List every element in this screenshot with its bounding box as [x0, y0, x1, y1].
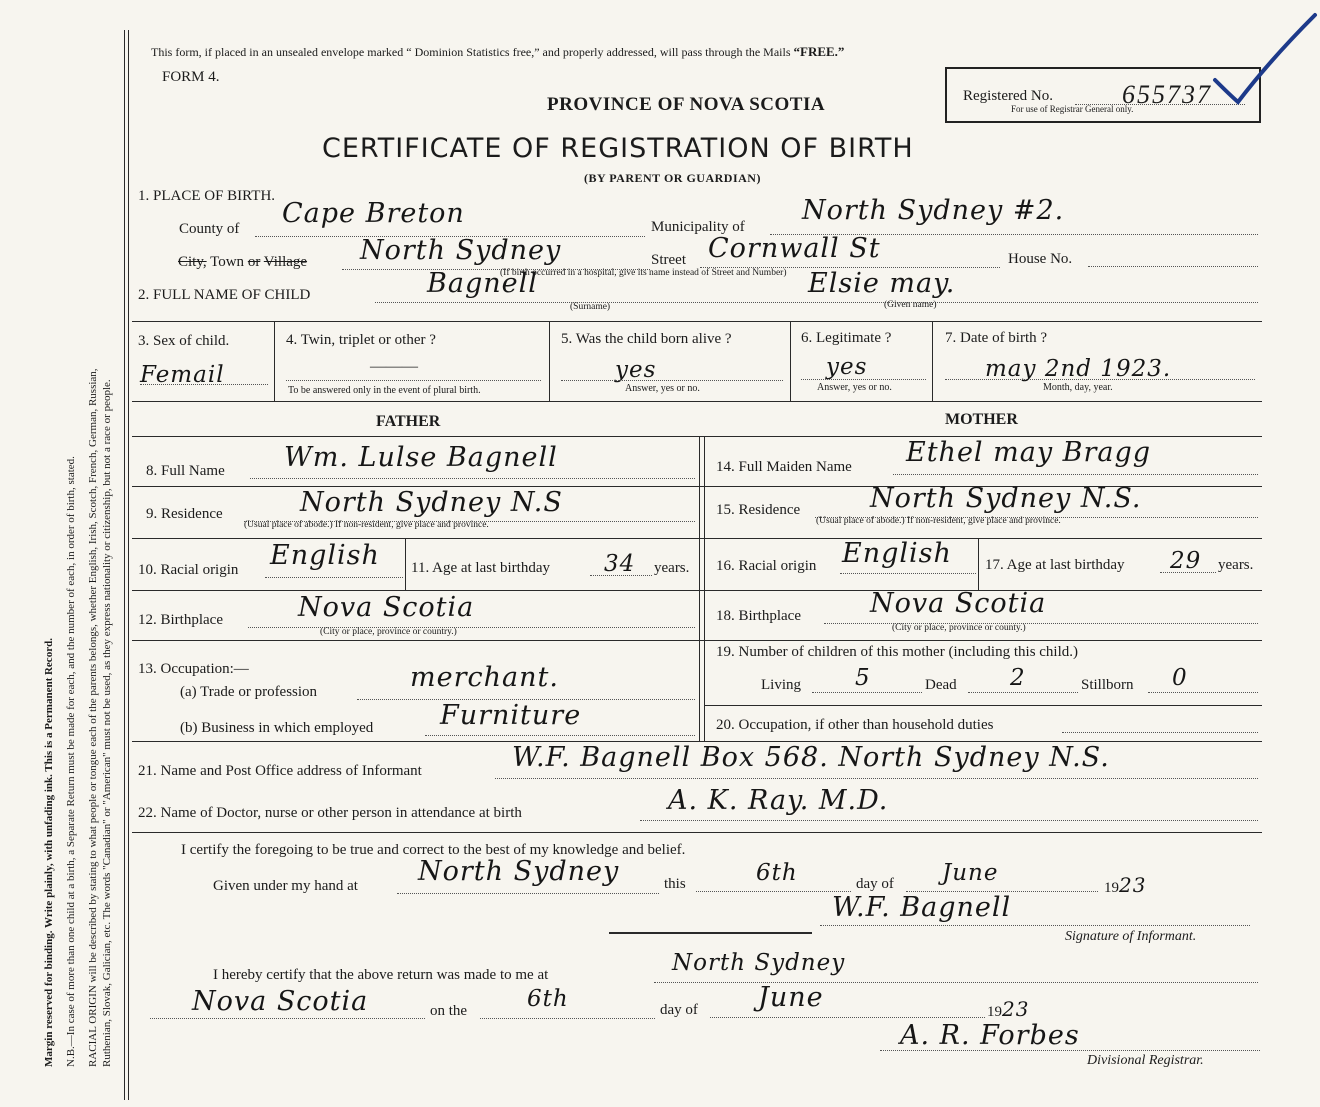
- mother-birthplace-note: (City or place, province or county.): [892, 623, 1026, 633]
- given-label: Given under my hand at: [213, 878, 358, 894]
- child-name-dots: [375, 302, 1258, 303]
- mother-age-value: 29: [1170, 548, 1202, 574]
- registrar-place-dots: [654, 982, 1258, 983]
- dob-note: Month, day, year.: [1043, 382, 1113, 393]
- stillborn-dots: [1148, 692, 1258, 693]
- mother-occupation-label: 20. Occupation, if other than household duties: [716, 717, 994, 733]
- mother-occupation-dots: [1062, 732, 1258, 733]
- mother-residence-value: North Sydney N.S.: [870, 483, 1142, 514]
- sex-dots: [140, 384, 268, 385]
- father-birthplace-label: 12. Birthplace: [138, 612, 223, 628]
- parent-divider-left: [699, 436, 700, 741]
- business-value: Furniture: [440, 700, 582, 731]
- doctor-label: 22. Name of Doctor, nurse or other person in attendance at birth: [138, 805, 522, 821]
- legitimate-label: 6. Legitimate ?: [801, 330, 892, 346]
- business-dots: [425, 735, 695, 736]
- dead-label: Dead: [925, 677, 957, 693]
- mail-notice-text: This form, if placed in an unsealed envelope marked “ Dominion Statistics free,” and properly addressed, will pass through the Mails: [151, 45, 791, 59]
- mother-heading: MOTHER: [945, 411, 1018, 428]
- margin-line-1: Margin reserved for binding. Write plainly, with unfading ink. This is a Permanent Record.: [43, 638, 55, 1067]
- mother-age-divider: [978, 538, 979, 590]
- mother-birthplace-dots: [824, 623, 1258, 624]
- form-number: FORM 4.: [162, 69, 220, 85]
- registrar-statement: I hereby certify that the above return was made to me at: [213, 967, 549, 983]
- father-birthplace-dots: [248, 627, 695, 628]
- certify-day-of-label: day of: [856, 876, 894, 892]
- father-age-label: 11. Age at last birthday: [411, 560, 550, 576]
- dob-label: 7. Date of birth ?: [945, 330, 1048, 346]
- mother-birthplace-label: 18. Birthplace: [716, 608, 801, 624]
- father-age-divider: [405, 538, 406, 590]
- mother-racial-dots: [840, 573, 976, 574]
- mother-birthplace-value: Nova Scotia: [870, 588, 1047, 619]
- place-of-birth-heading: 1. PLACE OF BIRTH.: [138, 188, 276, 204]
- registrar-year: [987, 997, 1029, 1021]
- doctor-dots: [640, 820, 1258, 821]
- street-label: Street: [651, 252, 686, 268]
- father-name-label: 8. Full Name: [146, 463, 225, 479]
- certify-day-value: 6th: [756, 860, 798, 886]
- certify-year-prefix: 19: [1104, 880, 1119, 896]
- legitimate-note: Answer, yes or no.: [817, 382, 892, 393]
- given-place-value: North Sydney: [418, 856, 620, 887]
- alive-dots: [561, 380, 783, 381]
- registrar-province-value: Nova Scotia: [192, 986, 369, 1017]
- business-label: (b) Business in which employed: [180, 720, 374, 736]
- twin-note: To be answered only in the event of plural birth.: [288, 385, 481, 396]
- father-name-dots: [250, 478, 695, 479]
- rule-9: [132, 538, 1262, 539]
- father-birthplace-note: (City or place, province or country.): [320, 627, 457, 637]
- father-years-label: years.: [654, 560, 690, 576]
- mother-racial-label: 16. Racial origin: [716, 558, 817, 574]
- mother-name-label: 14. Full Maiden Name: [716, 459, 852, 475]
- certify-statement: I certify the foregoing to be true and correct to the best of my knowledge and belief.: [181, 842, 686, 858]
- municipality-label: Municipality of: [651, 219, 745, 235]
- stillborn-value: 0: [1172, 665, 1188, 691]
- col-rule-4: [932, 321, 933, 401]
- father-birthplace-value: Nova Scotia: [298, 592, 475, 623]
- municipality-value: North Sydney #2.: [802, 195, 1065, 226]
- informant-value: W.F. Bagnell Box 568. North Sydney N.S.: [512, 742, 1110, 773]
- certificate-subtitle: (BY PARENT OR GUARDIAN): [584, 171, 761, 185]
- village-label: Village: [263, 254, 308, 270]
- seal-rule: [609, 932, 812, 934]
- check-mark-icon: [1210, 10, 1320, 110]
- certify-day-dots: [696, 891, 851, 892]
- parent-divider-right: [704, 436, 705, 741]
- father-racial-label: 10. Racial origin: [138, 562, 239, 578]
- father-residence-note: (Usual place of abode.) If non-resident, give place and province.: [244, 520, 489, 530]
- surname-note: (Surname): [570, 302, 611, 312]
- col-rule-3: [790, 321, 791, 401]
- registered-number: 655737: [1122, 80, 1212, 109]
- province-heading: PROVINCE OF NOVA SCOTIA: [547, 94, 826, 115]
- mother-residence-label: 15. Residence: [716, 502, 801, 518]
- registrar-place-value: North Sydney: [672, 950, 846, 976]
- father-heading: FATHER: [376, 413, 441, 430]
- informant-signature: W.F. Bagnell: [832, 892, 1012, 923]
- dead-dots: [968, 692, 1078, 693]
- registrar-year-value: 23: [1002, 997, 1030, 1021]
- binding-rule-2: [128, 30, 129, 1100]
- registrar-day-value: 6th: [527, 986, 569, 1012]
- county-value: Cape Breton: [282, 198, 465, 229]
- house-label: House No.: [1008, 251, 1073, 267]
- rule-19: [705, 705, 1262, 706]
- town-labels: [178, 254, 307, 271]
- mail-notice: [151, 44, 844, 60]
- mother-racial-value: English: [842, 538, 952, 569]
- margin-line-4: Ruthenian, Slovak, Galician, etc. The words "Canadian" or "American" must not be used, as they express nationality or citizenship, but not a race or people.: [101, 379, 113, 1067]
- informant-signature-dots: [820, 925, 1250, 926]
- registrar-use-note: For use of Registrar General only.: [1011, 104, 1134, 114]
- registrar-month-dots: [710, 1017, 985, 1018]
- registrar-signature: A. R. Forbes: [900, 1020, 1080, 1051]
- registrar-day-of-label: day of: [660, 1002, 698, 1018]
- rule-22: [132, 832, 1262, 833]
- father-racial-value: English: [270, 540, 380, 571]
- col-rule-2: [549, 321, 550, 401]
- legitimate-dots: [801, 379, 926, 380]
- living-value: 5: [855, 665, 871, 691]
- registrar-year-prefix: 19: [987, 1004, 1002, 1020]
- father-name-value: Wm. Lulse Bagnell: [284, 442, 558, 473]
- rule-10: [132, 590, 1262, 591]
- twin-label: 4. Twin, triplet or other ?: [286, 332, 436, 348]
- row-rule-top: [132, 321, 1262, 322]
- dob-value: may 2nd 1923.: [985, 356, 1172, 382]
- sex-label: 3. Sex of child.: [138, 333, 230, 349]
- registrar-month-value: June: [758, 982, 824, 1013]
- child-name-label: 2. FULL NAME OF CHILD: [138, 287, 311, 303]
- house-dots: [1088, 266, 1258, 267]
- father-residence-label: 9. Residence: [146, 506, 223, 522]
- informant-label: 21. Name and Post Office address of Informant: [138, 763, 422, 779]
- certificate-title: CERTIFICATE OF REGISTRATION OF BIRTH: [322, 133, 914, 164]
- dob-dots: [945, 379, 1255, 380]
- rule-12: [132, 640, 1262, 641]
- children-label: 19. Number of children of this mother (including this child.): [716, 644, 1079, 660]
- town-label: Town: [210, 254, 245, 270]
- given-place-dots: [397, 893, 659, 894]
- margin-line-2: N.B.—In case of more than one child at a birth, a Separate Return must be made for each, and the number of each, in order of birth, stated.: [65, 456, 77, 1067]
- sex-value: Femail: [140, 362, 225, 388]
- or-label: or: [247, 254, 261, 270]
- trade-label: (a) Trade or profession: [180, 684, 318, 700]
- twin-dots: [286, 380, 541, 381]
- child-surname: Bagnell: [427, 268, 538, 299]
- registrar-signature-label: Divisional Registrar.: [1087, 1053, 1204, 1068]
- margin-line-3: RACIAL ORIGIN will be described by stating to what people or tongue each of the parents belongs, whether English, Irish, Scotch, French, German, Russian,: [87, 368, 99, 1067]
- certify-month-value: June: [942, 860, 999, 886]
- twin-value: ———: [370, 358, 418, 375]
- living-dots: [812, 692, 922, 693]
- registered-label: Registered No.: [963, 88, 1053, 104]
- informant-signature-label: Signature of Informant.: [1065, 929, 1197, 944]
- informant-dots: [495, 778, 1258, 779]
- living-label: Living: [761, 677, 801, 693]
- stillborn-label: Stillborn: [1081, 677, 1134, 693]
- given-name-note: (Given name): [884, 300, 937, 310]
- hospital-note: (If birth occurred in a hospital, give its name instead of Street and Number): [500, 268, 787, 278]
- dead-value: 2: [1010, 665, 1026, 691]
- alive-note: Answer, yes or no.: [625, 383, 700, 394]
- doctor-value: A. K. Ray. M.D.: [668, 785, 889, 816]
- this-label: this: [664, 876, 686, 892]
- trade-value: merchant.: [410, 662, 559, 693]
- mother-name-dots: [893, 474, 1258, 475]
- registrar-signature-dots: [880, 1050, 1260, 1051]
- child-given-name: Elsie may.: [808, 268, 956, 299]
- on-the-label: on the: [430, 1003, 468, 1019]
- mother-years-label: years.: [1218, 557, 1254, 573]
- alive-label: 5. Was the child born alive ?: [561, 331, 732, 347]
- certify-year: [1104, 873, 1146, 897]
- legitimate-value: yes: [826, 354, 868, 380]
- alive-value: yes: [615, 357, 657, 383]
- row-rule-bottom: [132, 401, 1262, 402]
- mail-notice-free: “FREE.”: [793, 44, 845, 59]
- county-label: County of: [179, 221, 240, 237]
- certify-year-value: 23: [1119, 873, 1147, 897]
- father-occupation-label: 13. Occupation:—: [138, 661, 249, 677]
- registrar-day-dots: [480, 1018, 655, 1019]
- registrar-province-dots: [150, 1018, 425, 1019]
- father-racial-dots: [265, 577, 403, 578]
- col-rule-1: [274, 321, 275, 401]
- street-value: Cornwall St: [708, 233, 881, 264]
- mother-age-label: 17. Age at last birthday: [985, 557, 1125, 573]
- city-label: City,: [178, 254, 207, 270]
- binding-rule: [124, 30, 125, 1100]
- mother-residence-note: (Usual place of abode.) If non-resident, give place and province.: [816, 516, 1061, 526]
- town-value: North Sydney: [360, 235, 562, 266]
- father-residence-value: North Sydney N.S: [300, 487, 563, 518]
- mother-name-value: Ethel may Bragg: [906, 437, 1152, 468]
- father-age-value: 34: [604, 551, 636, 577]
